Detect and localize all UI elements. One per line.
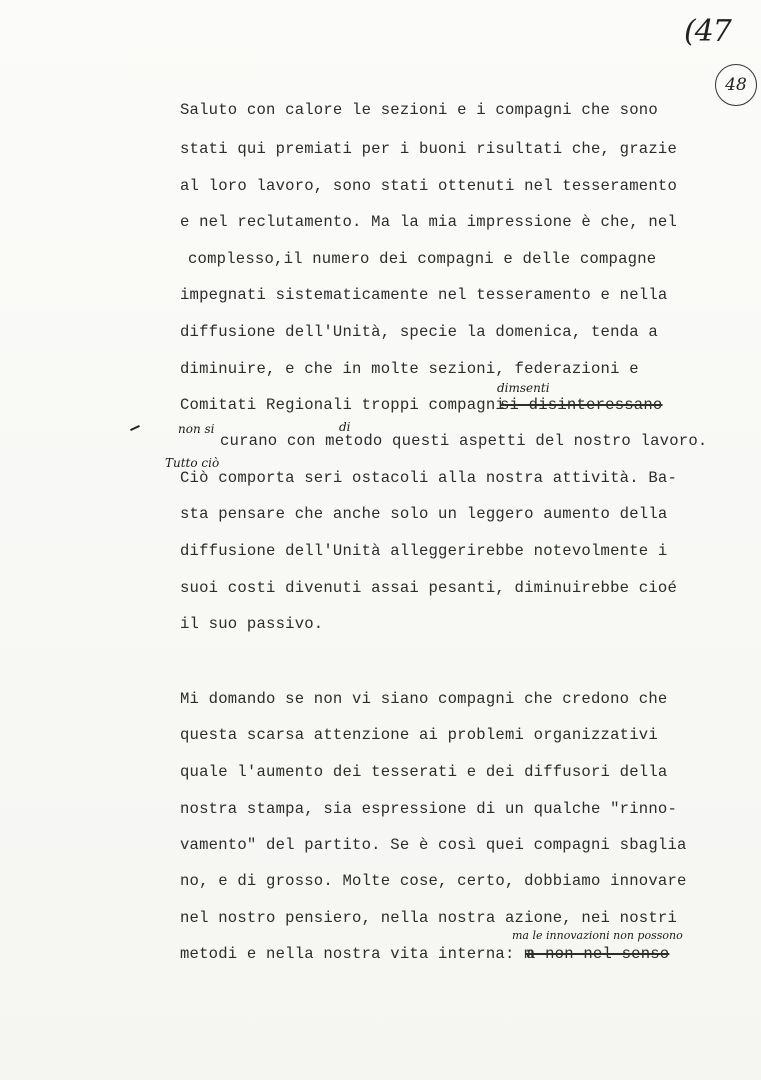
text-line: vamento" del partito. Se è così quei compagni sbaglia <box>180 836 687 854</box>
text-line: impegnati sistematicamente nel tesseramento e nella <box>180 286 668 304</box>
text-line: suoi costi divenuti assai pesanti, diminuirebbe cioé <box>180 579 678 597</box>
text-line: complesso,il numero dei compagni e delle compagne <box>188 250 657 268</box>
struck-text: si disinteressano <box>500 396 663 414</box>
struck-text: a non nel senso <box>526 945 670 963</box>
handwritten-note: Tutto ciò <box>165 456 220 470</box>
text-line: Comitati Regionali troppi compagni <box>180 396 505 414</box>
text-line: metodi e nella nostra vita interna: m <box>180 945 534 963</box>
margin-mark <box>130 425 140 431</box>
text-line: stati qui premiati per i buoni risultati che, grazie <box>180 140 678 158</box>
text-line: nostra stampa, sia espressione di un qualche "rinno- <box>180 800 678 818</box>
text-line: e nel reclutamento. Ma la mia impressione è che, nel <box>180 213 678 231</box>
text-line: questa scarsa attenzione ai problemi organizzativi <box>180 726 658 744</box>
handwritten-note: dimsenti <box>497 381 550 395</box>
text-line: diminuire, e che in molte sezioni, federazioni e <box>180 360 639 378</box>
text-line: Ciò comporta seri ostacoli alla nostra attività. Ba- <box>180 469 678 487</box>
text-line: curano con metodo questi aspetti del nostro lavoro. <box>220 432 708 450</box>
page-number-circled: 48 <box>715 64 757 106</box>
page-number-top: (47 <box>684 14 731 49</box>
text-line: Saluto con calore le sezioni e i compagni che sono <box>180 101 658 119</box>
text-line: il suo passivo. <box>180 615 324 633</box>
text-line: diffusione dell'Unità, specie la domenica, tenda a <box>180 323 658 341</box>
text-line: no, e di grosso. Molte cose, certo, dobbiamo innovare <box>180 872 687 890</box>
text-line: quale l'aumento dei tesserati e dei diffusori della <box>180 763 668 781</box>
text-line: al loro lavoro, sono stati ottenuti nel tesseramento <box>180 177 678 195</box>
handwritten-note: non si <box>178 422 215 436</box>
text-line: nel nostro pensiero, nella nostra azione, nei nostri <box>180 909 678 927</box>
text-line: diffusione dell'Unità alleggerirebbe notevolmente i <box>180 542 668 560</box>
text-line: sta pensare che anche solo un leggero aumento della <box>180 505 668 523</box>
text-line: Mi domando se non vi siano compagni che credono che <box>180 690 668 708</box>
handwritten-note: ma le innovazioni non possono <box>512 929 683 942</box>
handwritten-note: di <box>339 420 351 434</box>
